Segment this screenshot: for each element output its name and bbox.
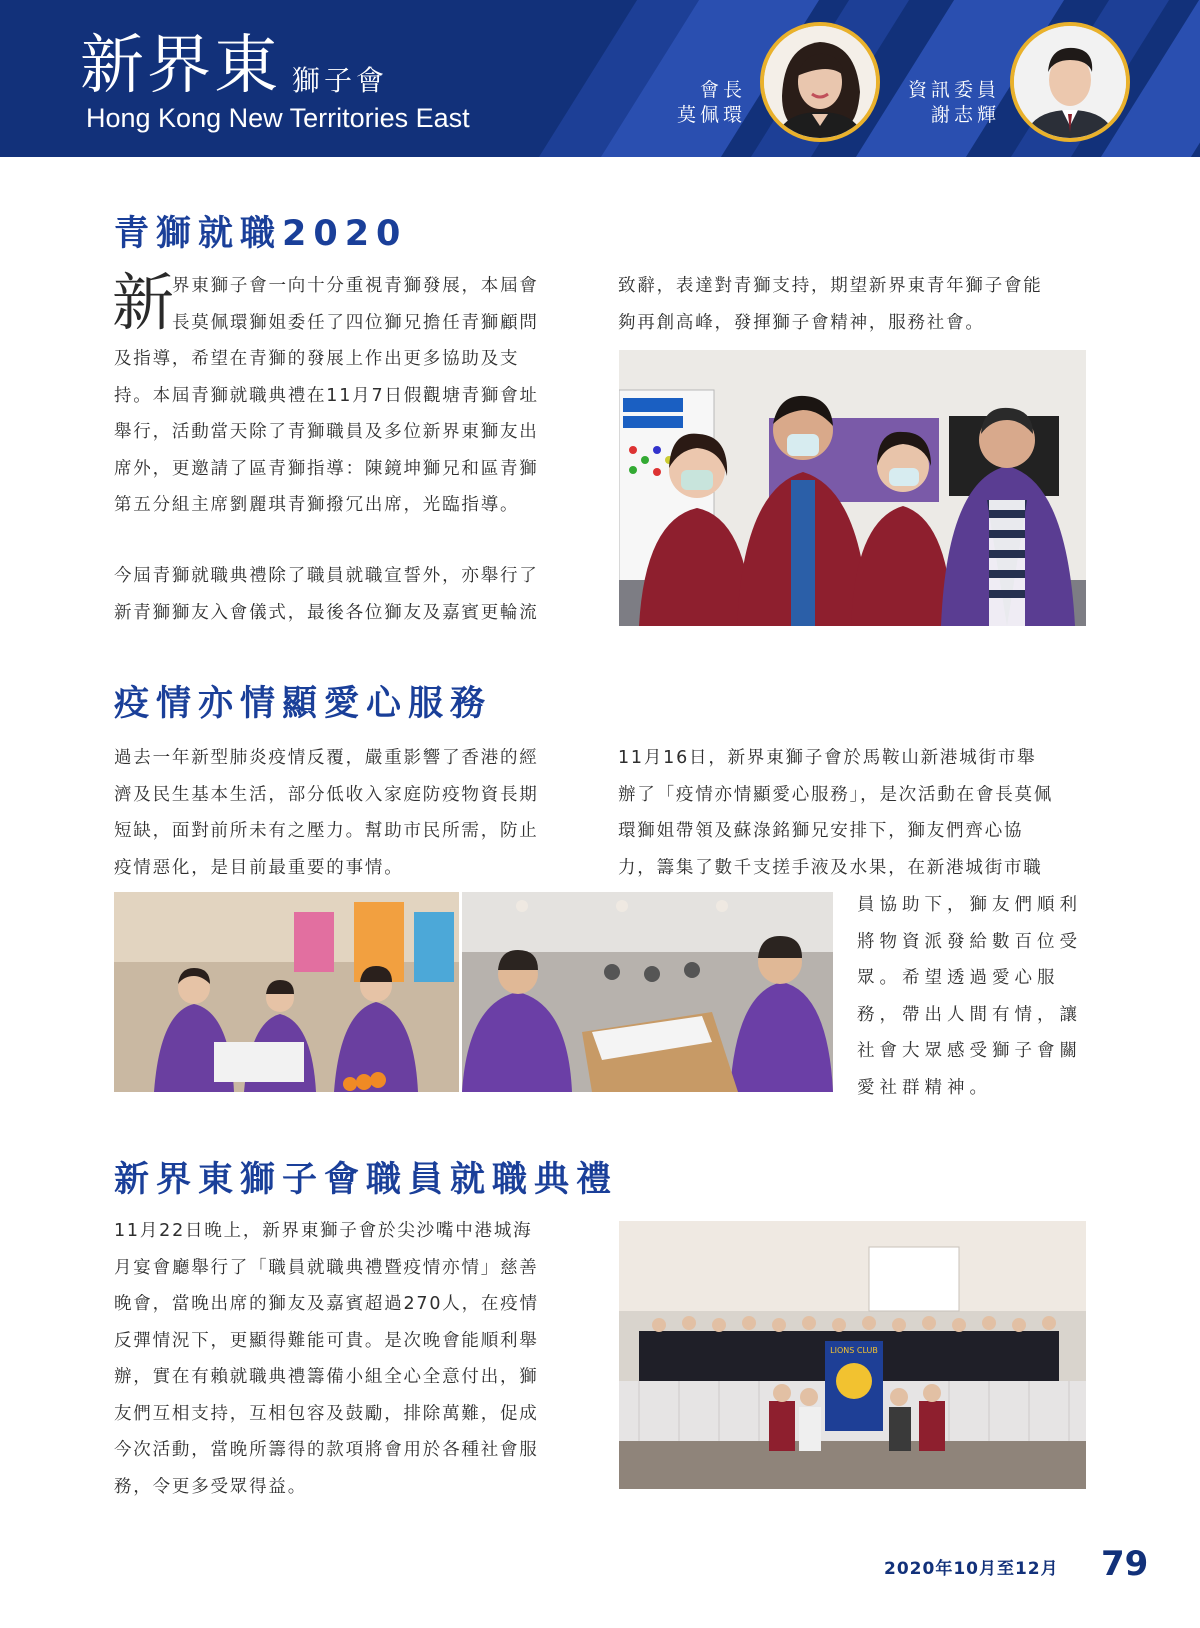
issue-date: 2020年10月至12月 xyxy=(884,1559,1059,1579)
paragraph-ceremony: 今屆青獅就職典禮除了職員就職宣誓外，亦舉行了 新青獅獅友入會儀式，最後各位獅友及嘉賓更輪流 xyxy=(114,566,539,623)
section-title-youth-lions: 青獅就職2020 xyxy=(114,214,408,254)
photo-hand-sanitizer-packing xyxy=(462,892,833,1092)
photo-installation-group xyxy=(619,1221,1086,1489)
page-number: 79 xyxy=(1101,1544,1149,1584)
info-officer-portrait xyxy=(1010,22,1130,142)
paragraph-intro: 及指導，希望在青獅的發展上作出更多協助及支 持。本屆青獅就職典禮在11月7日假觀塘青獅會址 舉行，活動當天除了青獅職員及多位新界東獅友出 席外，更邀請了區青獅指導：陳鏡坤獅兄和區青獅 第五分組主席劉麗琪青獅撥冗出席，光臨指導。 xyxy=(114,349,539,515)
info-officer-title: 資訊委員 xyxy=(907,79,1000,101)
photo-youth-lions-ceremony xyxy=(619,350,1086,626)
paragraph-pandemic-background: 過去一年新型肺炎疫情反覆，嚴重影響了香港的經 濟及民生基本生活，部分低收入家庭防疫物資長期 短缺，面對前所未有之壓力。幫助市民所需，防止 疫情惡化，是目前最重要的事情。 xyxy=(114,748,539,878)
president-portrait xyxy=(760,22,880,142)
paragraph-pandemic-event: 11月16日，新界東獅子會於馬鞍山新港城街市舉 辦了「疫情亦情顯愛心服務」，是次活動在會長莫佩 環獅姐帶領及蘇淥銘獅兄安排下，獅友們齊心協 力，籌集了數千支搓手液及水果，在新港城街市職 xyxy=(618,748,1054,878)
president-name: 莫佩環 xyxy=(676,104,746,126)
photo-market-distribution xyxy=(114,892,459,1092)
paragraph-pandemic-event-continued: 員協助下，獅友們順利 將物資派發給數百位受 眾。希望透過愛心服 務，帶出人間有情，讓 社會大眾感受獅子會關 愛社群精神。 xyxy=(857,895,1082,1098)
president-title: 會長 xyxy=(699,79,746,101)
brand-title: 新界東 xyxy=(80,29,281,103)
info-officer-label xyxy=(900,78,1000,128)
page-header xyxy=(0,0,1200,157)
section-title-pandemic-service: 疫情亦情顯愛心服務 xyxy=(114,684,493,724)
lions-club-banner: LIONS CLUB xyxy=(830,1346,878,1355)
brand-subtitle: 獅子會 xyxy=(292,64,389,97)
section-title-installation-ceremony: 新界東獅子會職員就職典禮 xyxy=(114,1160,619,1200)
info-officer-name: 謝志輝 xyxy=(930,104,1000,126)
president-label xyxy=(660,78,746,128)
drop-cap: 新 xyxy=(112,266,175,339)
brand-english: Hong Kong New Territories East xyxy=(86,103,470,133)
paragraph-speeches: 致辭，表達對青獅支持，期望新界東青年獅子會能 夠再創高峰，發揮獅子會精神，服務社會。 xyxy=(618,276,1043,333)
paragraph-installation-ceremony: 11月22日晚上，新界東獅子會於尖沙嘴中港城海 月宴會廳舉行了「職員就職典禮暨疫情亦情」慈善 晚會，當晚出席的獅友及嘉賓超過270人，在疫情 反彈情況下，更顯得難能可貴。是次晚會能順利舉 辦，實在有賴就職典禮籌備小組全心全意付出，獅 友們互相支持，互相包容及鼓勵，排除萬難，促成 今次活動，當晚所籌得的款項將會用於各種社會服 務，令更多受眾得益。 xyxy=(114,1221,539,1497)
paragraph-intro-lead: 界東獅子會一向十分重視青獅發展，本屆會 長莫佩環獅姐委任了四位獅兄擔任青獅顧問 xyxy=(172,276,539,333)
